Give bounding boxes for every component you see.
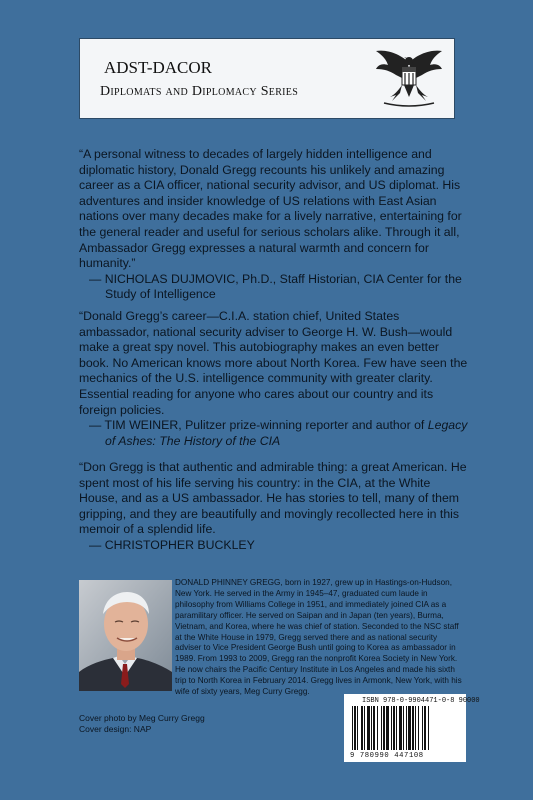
series-title: ADST-DACOR xyxy=(104,58,213,77)
ean-digits: 9 780990 447108 xyxy=(350,752,424,760)
eagle-seal-icon xyxy=(374,45,444,111)
isbn-barcode xyxy=(344,694,480,762)
attribution-author: — TIM WEINER, Pulitzer prize-winning reporter and author of xyxy=(89,418,425,433)
quote-attribution xyxy=(79,418,469,449)
barcode-bars xyxy=(350,706,460,750)
quote-attribution: — CHRISTOPHER BUCKLEY xyxy=(89,537,255,552)
quote-attribution: — NICHOLAS DUJMOVIC, Ph.D., Staff Historian, CIA Center for the Study of Intelligence xyxy=(89,271,462,302)
series-banner xyxy=(79,38,455,119)
author-photo xyxy=(79,580,172,691)
endorsement-quote-2 xyxy=(79,309,469,449)
quote-text: “A personal witness to decades of largely hidden intelligence and diplomatic history, Donald Gregg recounts his unlikely and amazing career as a CIA officer, national security advisor, and US diplomat. His adventures and insider knowledge of US relations with East Asian nations over many decades make for a lively narrative, entertaining for the general reader and useful for serious scholars alike. Through it all, Ambassador Gregg expresses a natural warmth and concern for humanity.” xyxy=(79,147,462,271)
price-code: 90000 xyxy=(458,697,480,705)
photo-credit: Cover photo by Meg Curry Gregg xyxy=(79,713,205,723)
endorsement-quote-3 xyxy=(79,460,469,554)
isbn-label: ISBN 978-0-9904471-0-8 90000 xyxy=(362,697,480,705)
cover-credits xyxy=(79,713,205,735)
author-bio: DONALD PHINNEY GREGG, born in 1927, grew up in Hastings-on-Hudson, New York. He served in the Army in 1945–47, graduated cum laude in philosophy from Williams College in 1951, and immediately joined CIA as a paramilitary officer. He served on Saipan and in Japan (ten years), Burma, Vietnam, and Korea, where he was chief of station. Seconded to the NSC staff at the White House in 1979, Gregg served there and as national security adviser to Vice President George Bush until going to Korea as ambassador in 1989. From 1993 to 2009, Gregg ran the nonprofit Korea Society in New York. He now chairs the Pacific Century Institute in Los Angeles and made his sixth trip to North Korea in February 2014. Gregg lives in Armonk, New York, with his wife of sixty years, Meg Curry Gregg. xyxy=(175,578,462,697)
endorsement-quote-1 xyxy=(79,147,469,303)
attribution-book-title: Legacy of Ashes: The History of the CIA xyxy=(105,418,468,448)
series-subtitle: Diplomats and Diplomacy Series xyxy=(100,84,299,99)
quote-text: “Donald Gregg’s career—C.I.A. station chief, United States ambassador, national security adviser to George H. W. Bush—would make a great spy novel. This autobiography makes an even better book. No American knows more about North Korea. Few have seen the mechanics of the U.S. intelligence community with greater clarity. Essential reading for anyone who cares about our country and its foreign policies. xyxy=(79,309,468,417)
quote-text: “Don Gregg is that authentic and admirable thing: a great American. He spent most of his life serving his country: in the CIA, at the White House, and as a US ambassador. He has stories to tell, many of them gripping, and they are beautifully and movingly recollected here in this memoir of a splendid life. xyxy=(79,460,467,537)
design-credit: Cover design: NAP xyxy=(79,724,152,734)
